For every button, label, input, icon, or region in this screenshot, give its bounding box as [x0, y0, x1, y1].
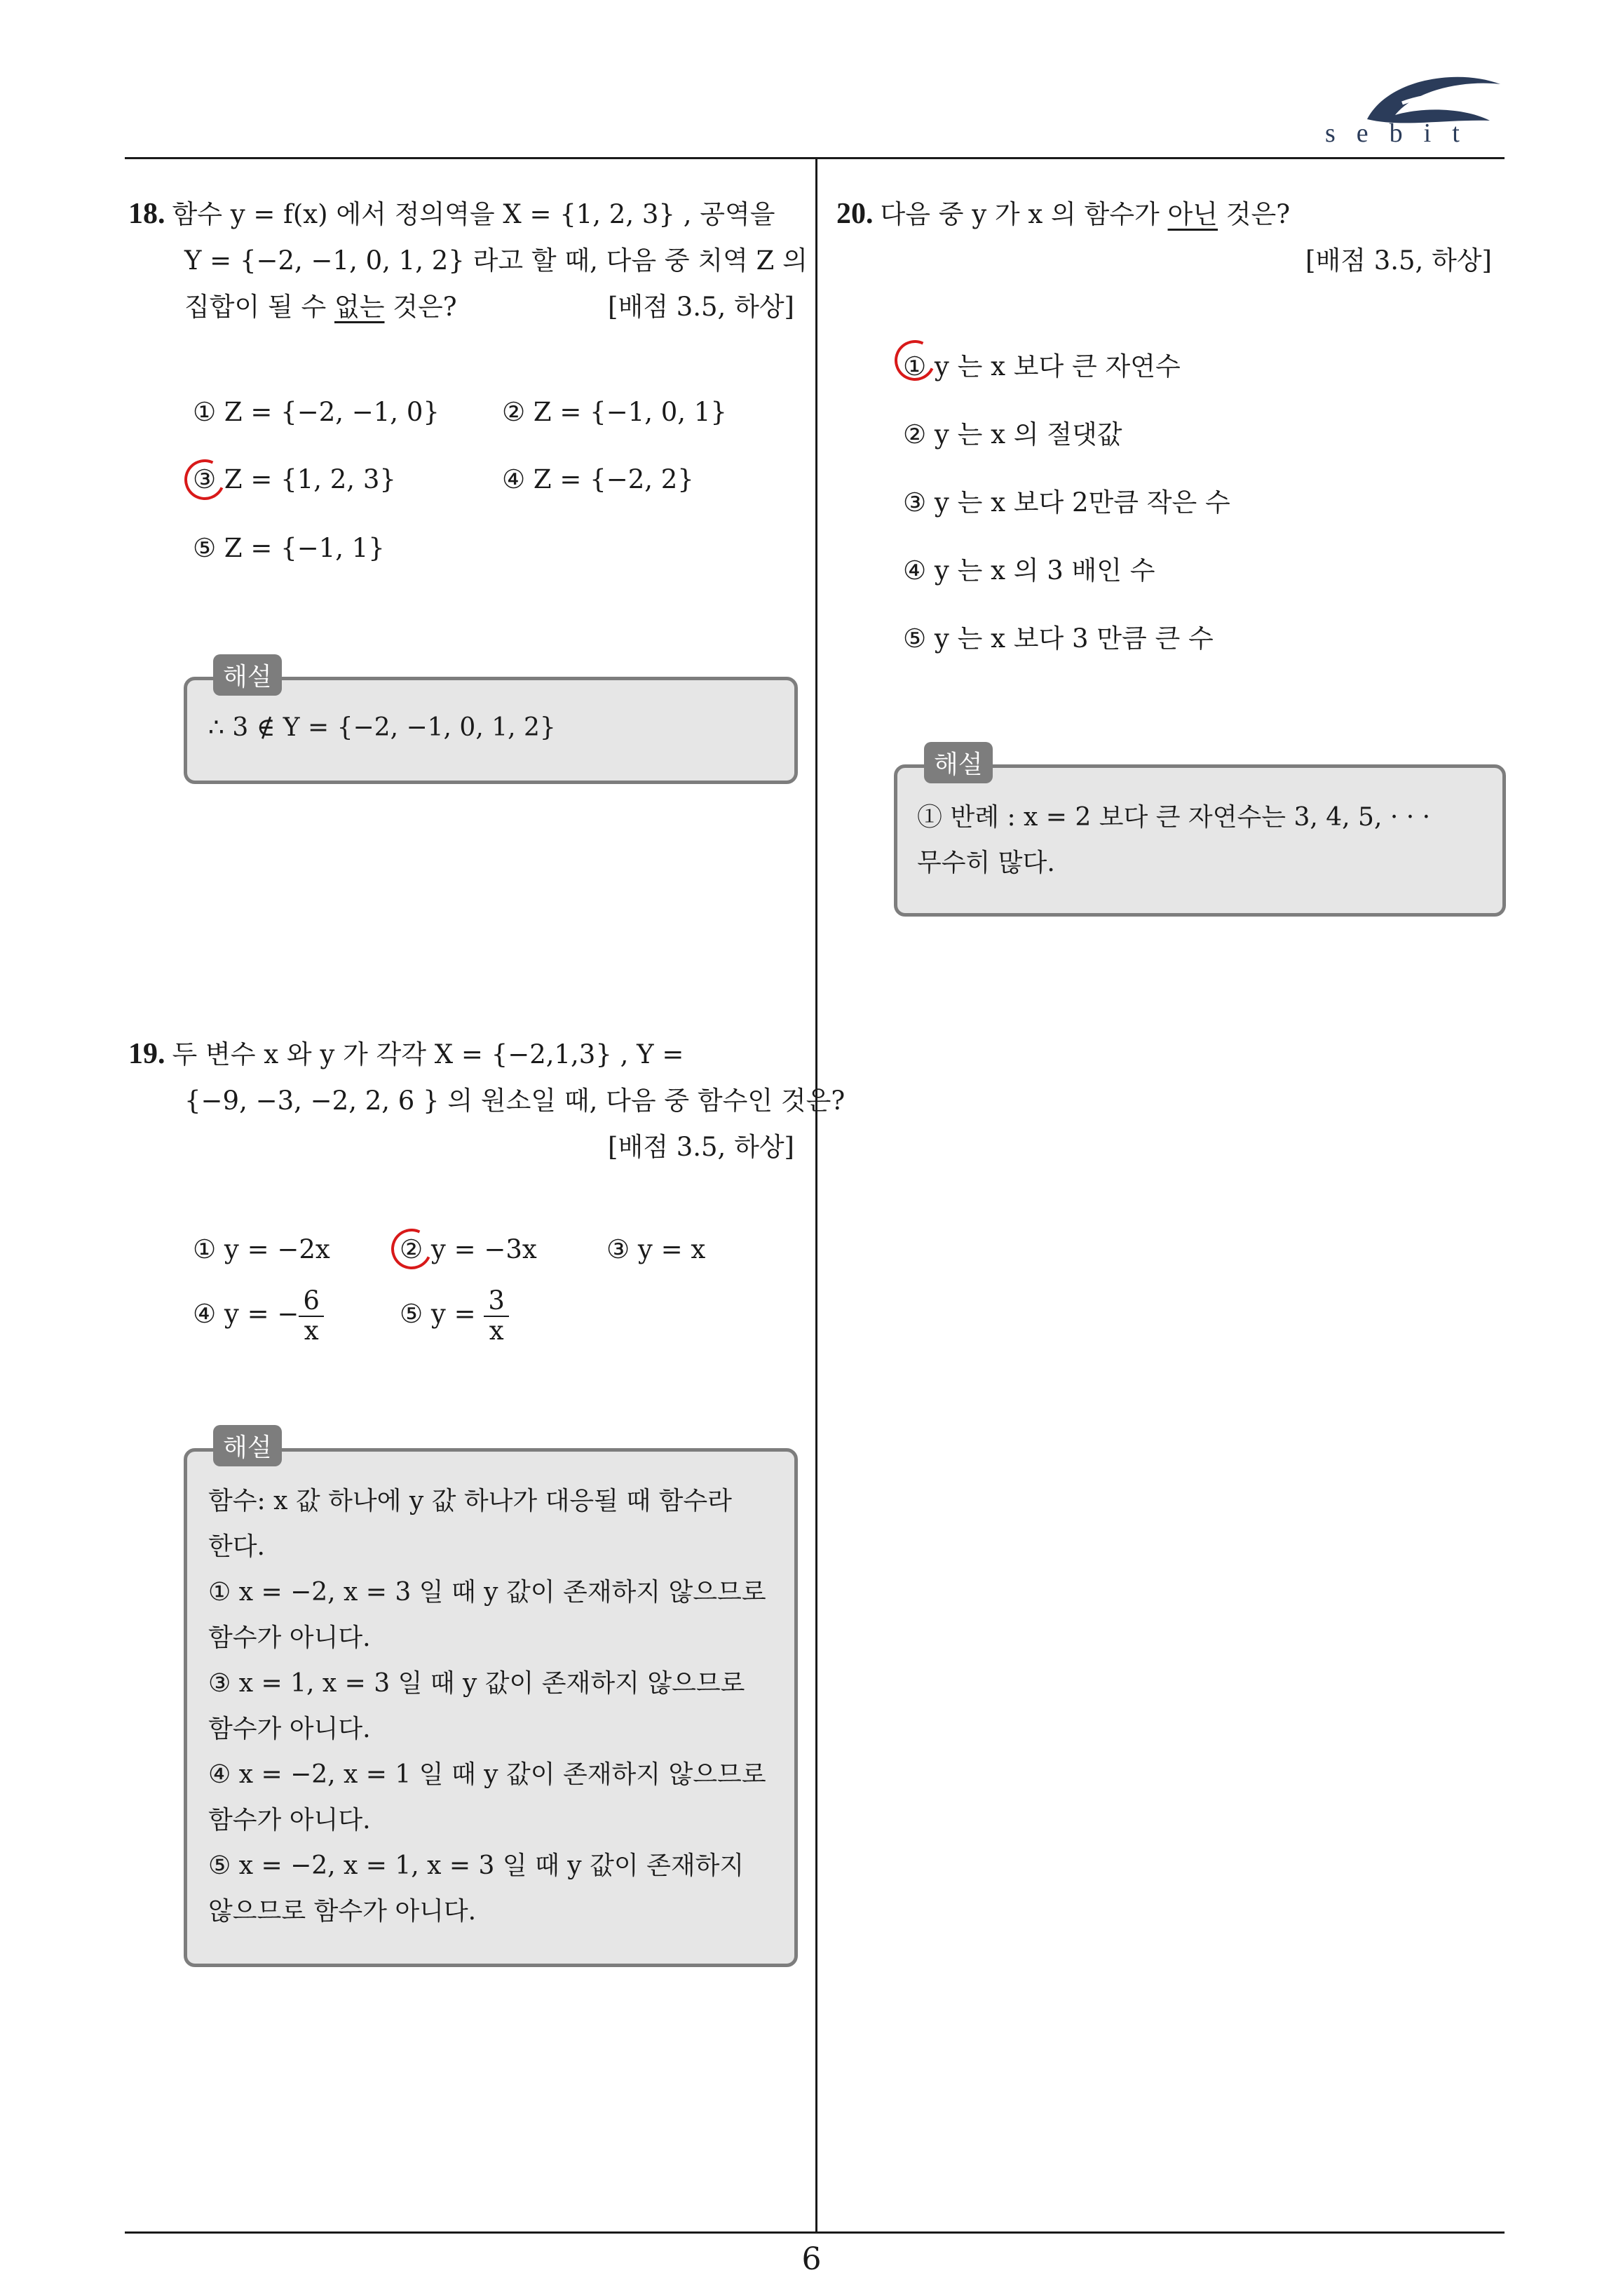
fraction	[484, 1287, 509, 1345]
explanation-text: 함수가 아니다.	[208, 1715, 371, 1743]
explanation-text: ① x = −2, x = 3 일 때 y 값이 존재하지 않으므로	[208, 1578, 766, 1607]
question-text-line: 것은?	[384, 292, 457, 322]
choice-5[interactable]: ⑤ Z = {−1, 1}	[193, 533, 385, 563]
explanation-text: ⑤ x = −2, x = 1, x = 3 일 때 y 값이 존재하지	[208, 1851, 745, 1880]
choice-3[interactable]: ③ Z = {1, 2, 3}	[193, 464, 396, 494]
question-text-line: 집합이 될 수	[184, 292, 334, 322]
logo-text: sebit	[1325, 119, 1481, 148]
explanation-text: 않으므로 함수가 아니다.	[208, 1897, 477, 1926]
explanation-text: 함수: x 값 하나에 y 값 하나가 대응될 때 함수라	[208, 1487, 732, 1515]
choice-4-prefix: ④ y = −	[193, 1299, 299, 1330]
choice-1[interactable]: ① y 는 x 보다 큰 자연수	[903, 351, 1181, 381]
fraction	[299, 1287, 324, 1345]
column-divider	[815, 158, 817, 2233]
page-number: 6	[801, 2241, 822, 2277]
underlined-word: 아닌	[1167, 199, 1218, 229]
choice-4[interactable]	[193, 1287, 324, 1345]
choice-5[interactable]: ⑤ y 는 x 보다 3 만큼 큰 수	[903, 623, 1214, 654]
question-text-line: {−9, −3, −2, 2, 6 } 의 원소일 때, 다음 중 함수인 것은?	[184, 1086, 846, 1116]
question-19	[128, 1031, 846, 1170]
score-label: [배점 3.5, 하상]	[608, 1132, 794, 1162]
choice-4[interactable]: ④ y 는 x 의 3 배인 수	[903, 555, 1155, 586]
answer-mark-icon	[386, 1223, 437, 1275]
explanation-tag: 해설	[213, 1425, 282, 1466]
explanation-tag: 해설	[924, 742, 993, 783]
explanation-text: 함수가 아니다.	[208, 1623, 371, 1652]
explanation-text: ∴ 3 ∉ Y = {−2, −1, 0, 1, 2}	[208, 713, 556, 742]
choice-2[interactable]: ② y = −3x	[400, 1234, 537, 1264]
question-number: 20.	[836, 198, 874, 230]
answer-mark-icon	[179, 454, 231, 506]
fraction-denominator: x	[489, 1315, 504, 1346]
header-rule	[125, 157, 1505, 159]
question-text-line: 함수 y = f(x) 에서 정의역을 X = {1, 2, 3} , 공역을	[172, 199, 775, 229]
question-18	[128, 191, 808, 330]
choice-4[interactable]: ④ Z = {−2, 2}	[502, 464, 694, 494]
question-number: 19.	[128, 1038, 165, 1070]
choice-5-prefix: ⑤ y =	[400, 1299, 484, 1330]
choice-1[interactable]: ① y = −2x	[193, 1234, 330, 1264]
choice-2[interactable]: ② Z = {−1, 0, 1}	[502, 397, 727, 427]
underlined-word: 없는	[334, 292, 385, 322]
explanation-text: 함수가 아니다.	[208, 1806, 371, 1835]
explanation-text: ① 반례 : x = 2 보다 큰 자연수는 3, 4, 5, · · ·	[917, 803, 1431, 832]
fraction-numerator: 3	[484, 1287, 509, 1317]
fraction-numerator: 6	[299, 1287, 324, 1317]
fraction-denominator: x	[304, 1315, 319, 1346]
explanation-tag: 해설	[213, 654, 282, 696]
question-text-line: 두 변수 x 와 y 가 각각 X = {−2,1,3} , Y =	[172, 1039, 684, 1069]
choice-1[interactable]: ① Z = {−2, −1, 0}	[193, 397, 440, 427]
explanation-text: ③ x = 1, x = 3 일 때 y 값이 존재하지 않으므로	[208, 1669, 745, 1698]
question-20	[836, 191, 1499, 284]
explanation-text: ④ x = −2, x = 1 일 때 y 값이 존재하지 않으므로	[208, 1760, 766, 1789]
question-text-line: 것은?	[1218, 199, 1291, 229]
choice-5[interactable]	[400, 1287, 509, 1345]
question-number: 18.	[128, 198, 165, 230]
question-text-line: Y = {−2, −1, 0, 1, 2} 라고 할 때, 다음 중 치역 Z 의	[184, 245, 808, 276]
score-label: [배점 3.5, 하상]	[1305, 245, 1492, 276]
explanation-text: 무수히 많다.	[917, 849, 1055, 877]
explanation-text: 한다.	[208, 1532, 265, 1561]
footer-rule	[125, 2231, 1505, 2234]
choice-3[interactable]: ③ y = x	[606, 1234, 706, 1264]
question-text-line: 다음 중 y 가 x 의 함수가	[880, 199, 1168, 229]
score-label: [배점 3.5, 하상]	[608, 292, 794, 322]
choice-3[interactable]: ③ y 는 x 보다 2만큼 작은 수	[903, 487, 1230, 518]
choice-2[interactable]: ② y 는 x 의 절댓값	[903, 419, 1122, 450]
